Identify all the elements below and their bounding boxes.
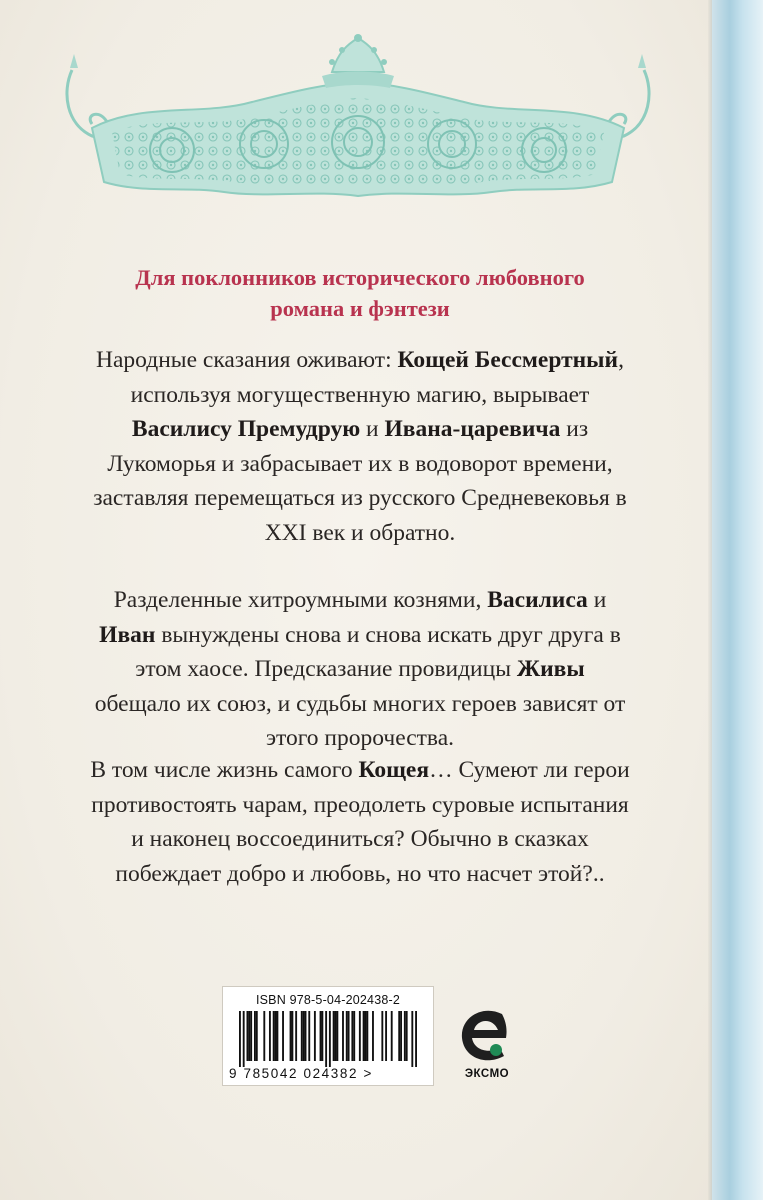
barcode-bar bbox=[400, 1011, 402, 1061]
barcode-bar bbox=[366, 1011, 368, 1061]
barcode-bar bbox=[282, 1011, 284, 1061]
text-run: и bbox=[587, 587, 607, 613]
bold-name: Василису Премудрую bbox=[131, 416, 361, 442]
barcode-bar bbox=[381, 1011, 383, 1061]
text-run: , используя могущественную магию, вырывает bbox=[130, 347, 624, 408]
tagline-line-1: Для поклонников исторического любовного bbox=[135, 265, 585, 290]
barcode-image bbox=[239, 1011, 417, 1067]
barcode-bar bbox=[404, 1011, 406, 1061]
text-run: и bbox=[360, 416, 385, 442]
barcode-bar bbox=[342, 1011, 344, 1061]
barcode-bar bbox=[254, 1011, 256, 1061]
barcode-bar bbox=[246, 1011, 248, 1061]
barcode-bar bbox=[363, 1011, 365, 1061]
barcode-bar bbox=[336, 1011, 338, 1061]
text-run: Разделенные хитроумными кознями, bbox=[113, 587, 488, 613]
tagline bbox=[60, 262, 660, 324]
barcode-bar bbox=[239, 1011, 241, 1067]
bold-name: Ивана-царевича bbox=[384, 416, 561, 442]
barcode-bar bbox=[346, 1011, 348, 1061]
barcode-bar bbox=[415, 1011, 417, 1067]
barcode-bar bbox=[359, 1011, 361, 1061]
barcode-bar bbox=[333, 1011, 335, 1061]
barcode-bar bbox=[385, 1011, 387, 1061]
barcode-bar bbox=[372, 1011, 374, 1061]
barcode-bar bbox=[325, 1011, 327, 1067]
book-spine bbox=[712, 0, 763, 1200]
barcode-bar bbox=[250, 1011, 252, 1061]
barcode-bar bbox=[248, 1011, 250, 1061]
barcode-bar bbox=[291, 1011, 293, 1061]
barcode-bar bbox=[365, 1011, 367, 1061]
barcode-bar bbox=[276, 1011, 278, 1061]
barcode-bar bbox=[243, 1011, 245, 1067]
barcode-bar bbox=[351, 1011, 353, 1061]
barcode-bar bbox=[411, 1011, 413, 1067]
barcode-bar bbox=[256, 1011, 258, 1061]
text-run: вынуждены снова и снова искать друг друга в этом хаосе. Предсказание провидицы bbox=[135, 621, 621, 682]
barcode-bar bbox=[275, 1011, 277, 1061]
barcode-bar bbox=[314, 1011, 316, 1061]
text-run: … Сумеют ли герои противостоять чарам, преодолеть суровые испытания и наконец воссоединиться? Обычно в сказках побеждает добро и любовь, но что насчет этой?.. bbox=[91, 757, 630, 887]
bold-name: Иван bbox=[99, 621, 156, 648]
bold-name: Кощей Бессмертный bbox=[397, 347, 619, 373]
crown-ornament-icon bbox=[52, 32, 664, 202]
text-run: В том числе жизнь самого bbox=[90, 757, 359, 783]
publisher-name: ЭКСМО bbox=[464, 1068, 510, 1080]
barcode-bar bbox=[295, 1011, 297, 1061]
barcode-bar bbox=[320, 1011, 322, 1061]
barcode-bar bbox=[269, 1011, 271, 1061]
barcode-bar bbox=[303, 1011, 305, 1061]
barcode-bar bbox=[406, 1011, 408, 1061]
description-paragraph-1 bbox=[90, 343, 630, 550]
barcode-bar bbox=[391, 1011, 393, 1061]
isbn-barcode-box bbox=[222, 986, 434, 1086]
bold-name: Кощея bbox=[358, 757, 430, 783]
barcode-bar bbox=[353, 1011, 355, 1061]
tagline-line-2: романа и фэнтези bbox=[270, 296, 450, 321]
description-paragraph-3 bbox=[90, 753, 630, 891]
barcode-bar bbox=[335, 1011, 337, 1061]
text-run: из Лукоморья и забрасывает их в водоворот времени, заставляя перемещаться из русского Средневековья в XXI век и обратно. bbox=[93, 416, 627, 546]
isbn-label: ISBN 978-5-04-202438-2 bbox=[255, 993, 401, 1007]
barcode-bar bbox=[263, 1011, 265, 1061]
isbn-digits: 9 785042 024382 > bbox=[229, 1066, 373, 1081]
text-run: Народные сказания оживают: bbox=[96, 347, 398, 373]
barcode-bar bbox=[398, 1011, 400, 1061]
barcode-bar bbox=[273, 1011, 275, 1061]
barcode-bar bbox=[290, 1011, 292, 1061]
barcode-bar bbox=[308, 1011, 310, 1061]
description-paragraph-2 bbox=[90, 583, 630, 756]
barcode-bar bbox=[348, 1011, 350, 1061]
text-run: обещало их союз, и судьбы многих героев зависят от этого пророчества. bbox=[94, 690, 626, 751]
barcode-bar bbox=[321, 1011, 323, 1061]
bold-name: Живы bbox=[516, 656, 585, 682]
bold-name: Василиса bbox=[487, 587, 588, 613]
barcode-bar bbox=[305, 1011, 307, 1061]
barcode-bar bbox=[329, 1011, 331, 1067]
barcode-bar bbox=[301, 1011, 303, 1061]
